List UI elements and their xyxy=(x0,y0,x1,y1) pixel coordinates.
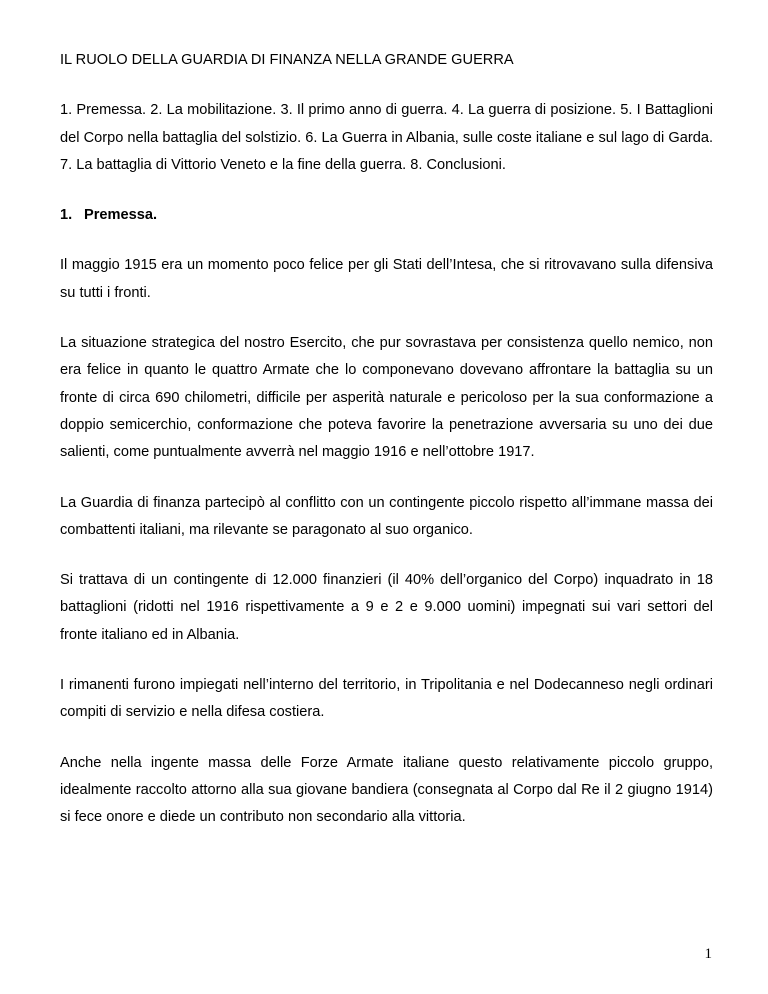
page-number: 1 xyxy=(704,946,712,962)
document-page xyxy=(60,47,713,832)
table-of-contents: 1. Premessa. 2. La mobilitazione. 3. Il primo anno di guerra. 4. La guerra di posizione. 5. I Battaglioni del Corpo nella battaglia del solstizio. 6. La Guerra in Albania, sulle coste italiane e sul lago di Garda. 7. La battaglia di Vittorio Veneto e la fine della guerra. 8. Conclusioni. xyxy=(60,102,713,173)
paragraph: Si trattava di un contingente di 12.000 finanzieri (il 40% dell’organico del Corpo) inquadrato in 18 battaglioni (ridotti nel 1916 rispettivamente a 9 e 2 e 9.000 uomini) impegnati sui vari settori del fronte italiano ed in Albania. xyxy=(60,572,713,643)
paragraph: Il maggio 1915 era un momento poco felice per gli Stati dell’Intesa, che si ritrovavano sulla difensiva su tutti i fronti. xyxy=(60,257,713,301)
section-heading xyxy=(60,202,713,229)
paragraph: I rimanenti furono impiegati nell’interno del territorio, in Tripolitania e nel Dodecanneso negli ordinari compiti di servizio e nella difesa costiera. xyxy=(60,677,713,721)
section-number: 1. xyxy=(60,207,73,224)
document-title: IL RUOLO DELLA GUARDIA DI FINANZA NELLA GRANDE GUERRA xyxy=(60,52,514,68)
section-title: Premessa. xyxy=(84,207,158,224)
paragraph: La Guardia di finanza partecipò al conflitto con un contingente piccolo rispetto all’immane massa dei combattenti italiani, ma rilevante se paragonato al suo organico. xyxy=(60,494,713,538)
paragraph: La situazione strategica del nostro Esercito, che pur sovrastava per consistenza quello nemico, non era felice in quanto le quattro Armate che lo componevano dovevano affrontare la battaglia su un fronte di circa 690 chilometri, difficile per asperità naturale e pericoloso per la sua conformazione a doppio semicerchio, conformazione che poteva favorire la penetrazione avversaria su uno dei due salienti, come puntualmente avverrà nel maggio 1916 e nell’ottobre 1917. xyxy=(60,335,713,461)
paragraph: Anche nella ingente massa delle Forze Armate italiane questo relativamente piccolo gruppo, idealmente raccolto attorno alla sua giovane bandiera (consegnata al Corpo dal Re il 2 giugno 1914) si fece onore e diede un contributo non secondario alla vittoria. xyxy=(60,754,713,826)
